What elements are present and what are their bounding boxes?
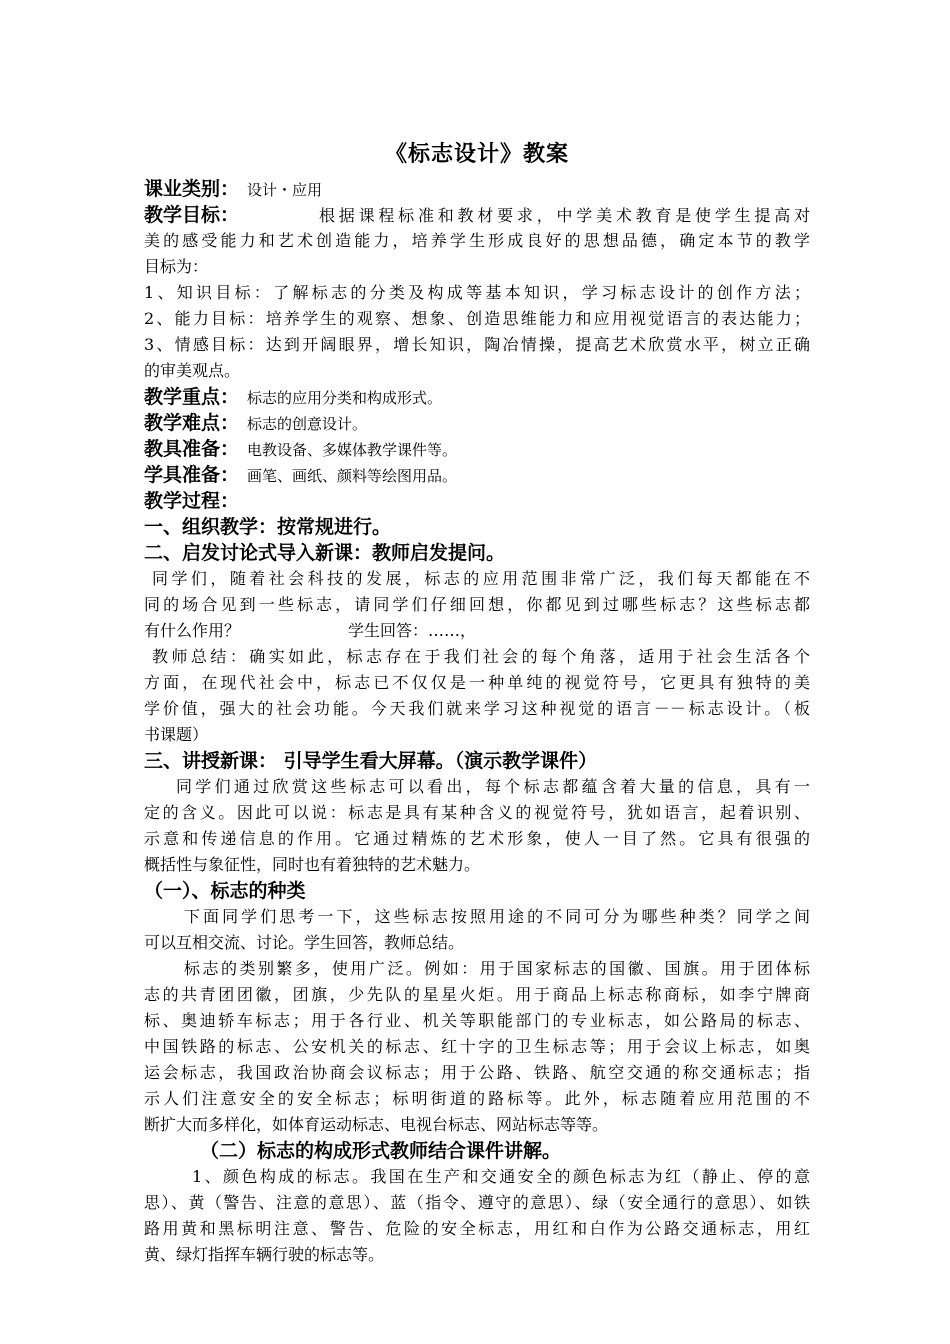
course-type-label: 课业类别： — [144, 178, 240, 200]
objective-line: 目标为： — [144, 257, 209, 276]
difficulty-row — [144, 410, 810, 436]
section-heading: （一）、标志的种类 — [144, 880, 306, 902]
objective-line: 美的感受能力和艺术创造能力，培养学生形成良好的思想品德，确定本节的教学 — [144, 231, 810, 250]
student-tools-label: 学具准备： — [144, 464, 240, 486]
step-heading: 一、组织教学：按常规进行。 — [144, 516, 392, 538]
objective-line: 根据课程标准和教材要求，中学美术教育是使学生提高对 — [319, 206, 810, 225]
question-answer-row — [144, 618, 810, 644]
paragraph-line: 示人们注意安全的安全标志；标明街道的路标等。此外，标志随着应用范围的不 — [144, 1089, 810, 1108]
objective-label: 教学目标： — [144, 204, 240, 226]
paragraph-line: 有什么作用？ — [144, 621, 241, 640]
process-row — [144, 488, 810, 514]
goal-item: 1、知识目标：了解标志的分类及构成等基本知识，学习标志设计的创作方法； — [144, 283, 810, 302]
paragraph-line: 中国铁路的标志、公安机关的标志、红十字的卫生标志等；用于会议上标志，如奥 — [144, 1037, 810, 1056]
page-title: 《标志设计》教案 — [384, 141, 569, 167]
key-point-label: 教学重点： — [144, 386, 240, 408]
document-body — [144, 176, 810, 1268]
course-type-row — [144, 176, 810, 202]
student-tools-value: 画笔、画纸、颜料等绘图用品。 — [247, 467, 458, 485]
key-point-row — [144, 384, 810, 410]
paragraph-line: 同的场合见到一些标志，请同学们仔细回想，你都见到过哪些标志？这些标志都 — [144, 595, 810, 614]
objective-row — [144, 202, 810, 228]
paragraph-line: 断扩大而多样化，如体育运动标志、电视台标志、网站标志等等。 — [144, 1115, 609, 1134]
paragraph-line: 思）、黄（警告、注意的意思）、蓝（指令、遵守的意思）、绿（安全通行的意思）、如铁 — [144, 1193, 810, 1212]
section-heading: （二）标志的构成形式教师结合课件讲解。 — [200, 1140, 562, 1162]
paragraph-line: 1、颜色构成的标志。我国在生产和交通安全的颜色标志为红（静止、停的意 — [192, 1167, 810, 1186]
paragraph-line: 同学们通过欣赏这些标志可以看出，每个标志都蕴含着大量的信息，具有一 — [176, 777, 810, 796]
difficulty-value: 标志的创意设计。 — [247, 415, 368, 433]
step-heading: 二、启发讨论式导入新课：教师启发提问。 — [144, 542, 506, 564]
paragraph-line: 运会标志，我国政治协商会议标志；用于公路、铁路、航空交通的称交通标志；指 — [144, 1063, 810, 1082]
paragraph-line: 可以互相交流、讨论。学生回答，教师总结。 — [144, 933, 465, 952]
paragraph-line: 路用黄和黑标明注意、警告、危险的安全标志，用红和白作为公路交通标志，用红 — [144, 1219, 810, 1238]
paragraph-line: 学价值，强大的社会功能。今天我们就来学习这种视觉的语言－－标志设计。（板 — [144, 699, 810, 718]
paragraph-line: 标志的类别繁多，使用广泛。例如：用于国家标志的国徽、国旗。用于团体标 — [184, 959, 810, 978]
paragraph-line: 黄、绿灯指挥车辆行驶的标志等。 — [144, 1245, 385, 1264]
teacher-tools-value: 电教设备、多媒体教学课件等。 — [247, 441, 458, 459]
paragraph-line: 教师总结：确实如此，标志存在于我们社会的每个角落，适用于社会生活各个 — [152, 647, 810, 666]
paragraph-line: 标、奥迪轿车标志；用于各行业、机关等职能部门的专业标志，如公路局的标志、 — [144, 1011, 810, 1030]
step-heading: 三、讲授新课： 引导学生看大屏幕。（演示教学课件） — [144, 750, 598, 772]
paragraph-line: 同学们，随着社会科技的发展，标志的应用范围非常广泛，我们每天都能在不 — [152, 569, 810, 588]
teacher-tools-row — [144, 436, 810, 462]
paragraph-line: 方面，在现代社会中，标志已不仅仅是一种单纯的视觉符号，它更具有独特的美 — [144, 673, 810, 692]
goal-item: 2、能力目标：培养学生的观察、想象、创造思维能力和应用视觉语言的表达能力； — [144, 309, 810, 328]
teacher-tools-label: 教具准备： — [144, 438, 240, 460]
student-tools-row — [144, 462, 810, 488]
paragraph-line: 示意和传递信息的作用。它通过精炼的艺术形象，使人一目了然。它具有很强的 — [144, 829, 810, 848]
key-point-value: 标志的应用分类和构成形式。 — [247, 389, 443, 407]
process-label: 教学过程： — [144, 490, 240, 512]
paragraph-line: 书课题） — [144, 725, 209, 744]
paragraph-line: 概括性与象征性，同时也有着独特的艺术魅力。 — [144, 855, 481, 874]
student-answer: 学生回答：……， — [348, 621, 477, 640]
difficulty-label: 教学难点： — [144, 412, 240, 434]
goal-item: 的审美观点。 — [144, 361, 241, 380]
goal-item: 3、情感目标：达到开阔眼界，增长知识，陶冶情操，提高艺术欣赏水平，树立正确 — [144, 335, 810, 354]
course-type-value: 设计・应用 — [247, 181, 323, 199]
paragraph-line: 下面同学们思考一下，这些标志按照用途的不同可分为哪些种类？同学之间 — [184, 907, 810, 926]
paragraph-line: 定的含义。因此可以说：标志是具有某种含义的视觉符号，犹如语言，起着识别、 — [144, 803, 810, 822]
paragraph-line: 志的共青团团徽，团旗，少先队的星星火炬。用于商品上标志称商标，如李宁牌商 — [144, 985, 810, 1004]
